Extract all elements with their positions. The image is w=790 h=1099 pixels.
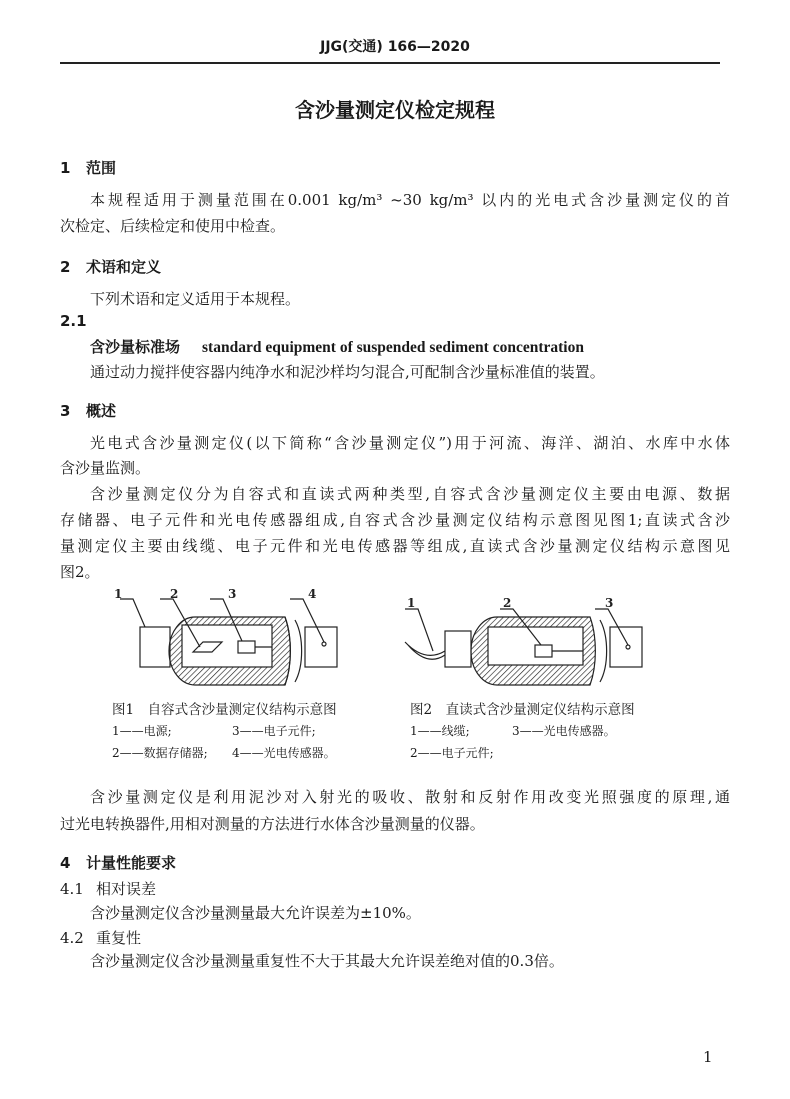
section-4-heading: 4 计量性能要求	[60, 854, 177, 872]
s2-intro: 下列术语和定义适用于本规程。	[90, 290, 301, 308]
fig1-label: 1	[114, 587, 123, 601]
fig2-label: 3	[605, 596, 614, 610]
section-2-heading: 2 术语和定义	[60, 258, 162, 276]
page-title: 含沙量测定仪检定规程	[295, 98, 495, 122]
fig2-legend-item: 1——线缆;	[410, 724, 470, 738]
term: 含沙量标准场 standard equipment of suspended sediment concentration	[90, 338, 584, 356]
figures-drawing	[100, 585, 700, 695]
s3-p3-line: 含沙量测定仪是利用泥沙对入射光的吸收、散射和反射作用改变光照强度的原理,通	[90, 788, 730, 806]
s4-1-heading: 4.1 相对误差	[60, 880, 157, 898]
fig1-legend-item: 1——电源;	[112, 724, 172, 738]
s4-1-text: 含沙量测定仪含沙量测量最大允许误差为±10%。	[90, 904, 421, 922]
s1-line: 次检定、后续检定和使用中检查。	[60, 217, 286, 235]
s1-line: 本规程适用于测量范围在0.001 kg/m³ ~30 kg/m³ 以内的光电式含沙量测定仪的首	[90, 191, 730, 209]
fig1-legend-item: 3——电子元件;	[232, 724, 316, 738]
fig2-label: 1	[407, 596, 416, 610]
s3-p3-line: 过光电转换器件,用相对测量的方法进行水体含沙量测量的仪器。	[60, 815, 485, 833]
s4-2-text: 含沙量测定仪含沙量测量重复性不大于其最大允许误差绝对值的0.3倍。	[90, 952, 564, 970]
section-3-heading: 3 概述	[60, 402, 117, 420]
fig2-legend-item: 3——光电传感器。	[512, 724, 616, 738]
s4-2-heading: 4.2 重复性	[60, 929, 142, 947]
fig1-label: 4	[308, 587, 317, 601]
fig1-legend-item: 2——数据存储器;	[112, 746, 208, 760]
running-header: JJG(交通) 166—2020	[320, 39, 470, 55]
s3-p1-line: 含沙量监测。	[60, 459, 151, 477]
page-number: 1	[703, 1048, 713, 1066]
figure-1-diagram	[120, 599, 337, 685]
section-1-heading: 1 范围	[60, 159, 117, 177]
header-rule	[60, 62, 720, 64]
s2-1-number: 2.1	[60, 312, 87, 330]
s3-p2-line: 图2。	[60, 563, 100, 581]
fig2-label: 2	[503, 596, 512, 610]
s3-p1-line: 光电式含沙量测定仪(以下简称“含沙量测定仪”)用于河流、海洋、湖泊、水库中水体	[90, 434, 730, 452]
fig1-label: 2	[170, 587, 179, 601]
fig1-legend-item: 4——光电传感器。	[232, 746, 336, 760]
figure-2-diagram	[405, 609, 642, 685]
figure-2-caption: 图2 直读式含沙量测定仪结构示意图	[410, 702, 635, 718]
fig1-label: 3	[228, 587, 237, 601]
term-definition: 通过动力搅拌使容器内纯净水和泥沙样均匀混合,可配制含沙量标准值的装置。	[90, 363, 605, 381]
fig2-legend-item: 2——电子元件;	[410, 746, 494, 760]
s3-p2-line: 量测定仪主要由线缆、电子元件和光电传感器等组成,直读式含沙量测定仪结构示意图见	[60, 537, 730, 555]
figure-1-caption: 图1 自容式含沙量测定仪结构示意图	[112, 702, 337, 718]
s3-p2-line: 含沙量测定仪分为自容式和直读式两种类型,自容式含沙量测定仪主要由电源、数据	[90, 485, 730, 503]
s3-p2-line: 存储器、电子元件和光电传感器组成,自容式含沙量测定仪结构示意图见图1;直读式含沙	[60, 511, 730, 529]
